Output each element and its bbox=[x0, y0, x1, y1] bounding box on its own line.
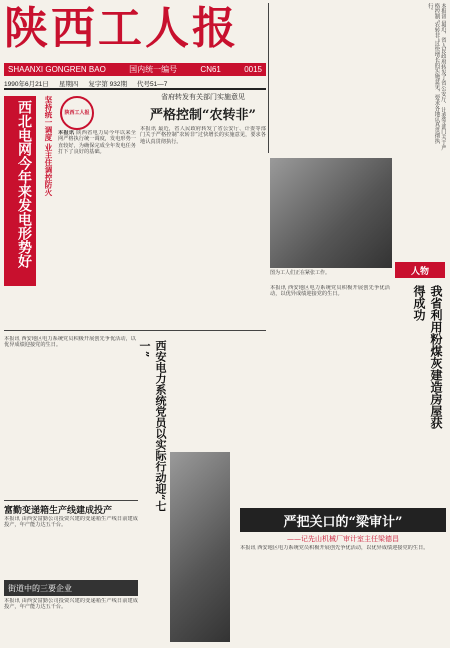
feature-label: 人物 bbox=[395, 262, 445, 278]
masthead-info bbox=[4, 79, 266, 88]
lead-kicker: 本报讯 bbox=[58, 130, 75, 136]
issue-number: 复字第 932期 bbox=[88, 81, 127, 88]
masthead-title-text: 陕西工人报 bbox=[4, 3, 239, 54]
column-divider bbox=[268, 3, 269, 153]
top-right-columns bbox=[270, 3, 446, 153]
lead-body-text: 陕西省电力局今年以来全网严格执行统一调度，发电形势一直较好，为确保完成全年发电任务打下了良好的基础。 bbox=[58, 130, 136, 156]
emblem-icon bbox=[60, 96, 94, 130]
masthead-title bbox=[4, 3, 254, 61]
second-body: 本报讯 最近，省人民政府转发了省公安厅、计委等部门关于严格控制“农转非”过快增长的实施意见，要求各地认真贯彻执行。 bbox=[140, 126, 266, 145]
middle-right-body: 本报讯 西安地区电力系统党员积极开展创先争优活动，以优异成绩迎接党的生日。 bbox=[270, 285, 390, 298]
issue-date: 1990年6月21日 bbox=[4, 81, 49, 88]
feature-photo-caption: 图为工人们正在紧张工作。 bbox=[270, 270, 331, 276]
right-feature-headline: 我省利用粉煤灰建造房屋获得成功 bbox=[412, 285, 443, 429]
lead-body bbox=[58, 130, 136, 326]
masthead-serial-no: CN61 bbox=[200, 65, 221, 74]
bottom-right-body: 本报讯 西安地区电力系统党员积极开展创先争优活动，以优异成绩迎接党的生日。 bbox=[240, 545, 429, 551]
masthead-pinyin: SHAANXI GONGREN BAO bbox=[8, 65, 106, 74]
feature-photo bbox=[270, 158, 392, 268]
column-feature-body: 本报讯 西安地区电力系统党员积极开展创先争优活动，以优异成绩迎接党的生日。 bbox=[4, 336, 136, 349]
issue-weekday: 星期四 bbox=[58, 81, 79, 88]
top-right-body: 本报讯 最近，省人民政府转发了省公安厅、计委等部门关于严格控制“农转非”过快增长的实施意见，要求各地认真贯彻执行。 bbox=[426, 3, 446, 151]
bottom-left-headline: 富勤变递箱生产线建成投产 bbox=[4, 506, 113, 516]
masthead-serial-tail: 0015 bbox=[244, 65, 262, 74]
bottom-left-small-head: 街道中的三要企业 bbox=[4, 580, 138, 596]
second-kicker: 省府转发有关部门实施意见 bbox=[161, 93, 245, 101]
masthead-bar bbox=[4, 63, 266, 76]
emblem-text: 陕西工人报 bbox=[64, 110, 90, 116]
masthead-serial-label: 国内统一编号 bbox=[129, 65, 178, 74]
masthead-rule bbox=[4, 88, 266, 90]
column-feature-headline: 西安电力系统党员以实际行动迎“七一” bbox=[138, 340, 167, 512]
bottom-right-subhead: ——记先山机械厂审计室主任梁德昌 bbox=[287, 535, 399, 543]
bottom-left-body: 本报讯 由西安富勤公司投资兴建的变递箱生产线日前建成投产，年产能力达五千台。 bbox=[4, 516, 138, 529]
section-divider bbox=[4, 330, 266, 331]
lead-headline: 西北电网今年来发电形势好 bbox=[4, 96, 36, 286]
second-story bbox=[140, 92, 266, 244]
bottom-photo bbox=[170, 452, 230, 642]
bottom-left-more-body: 本报讯 由西安富勤公司投资兴建的变递箱生产线日前建成投产，年产能力达五千台。 bbox=[4, 598, 138, 611]
issue-code: 代号51—7 bbox=[136, 81, 168, 88]
second-headline: 严格控制“农转非” bbox=[150, 108, 256, 123]
bottom-right-headline: 严把关口的“梁审计” bbox=[240, 508, 446, 532]
bottom-left-divider bbox=[4, 500, 138, 501]
lead-subhead: 坚持统一调度 业主住调控防火 bbox=[44, 96, 53, 197]
